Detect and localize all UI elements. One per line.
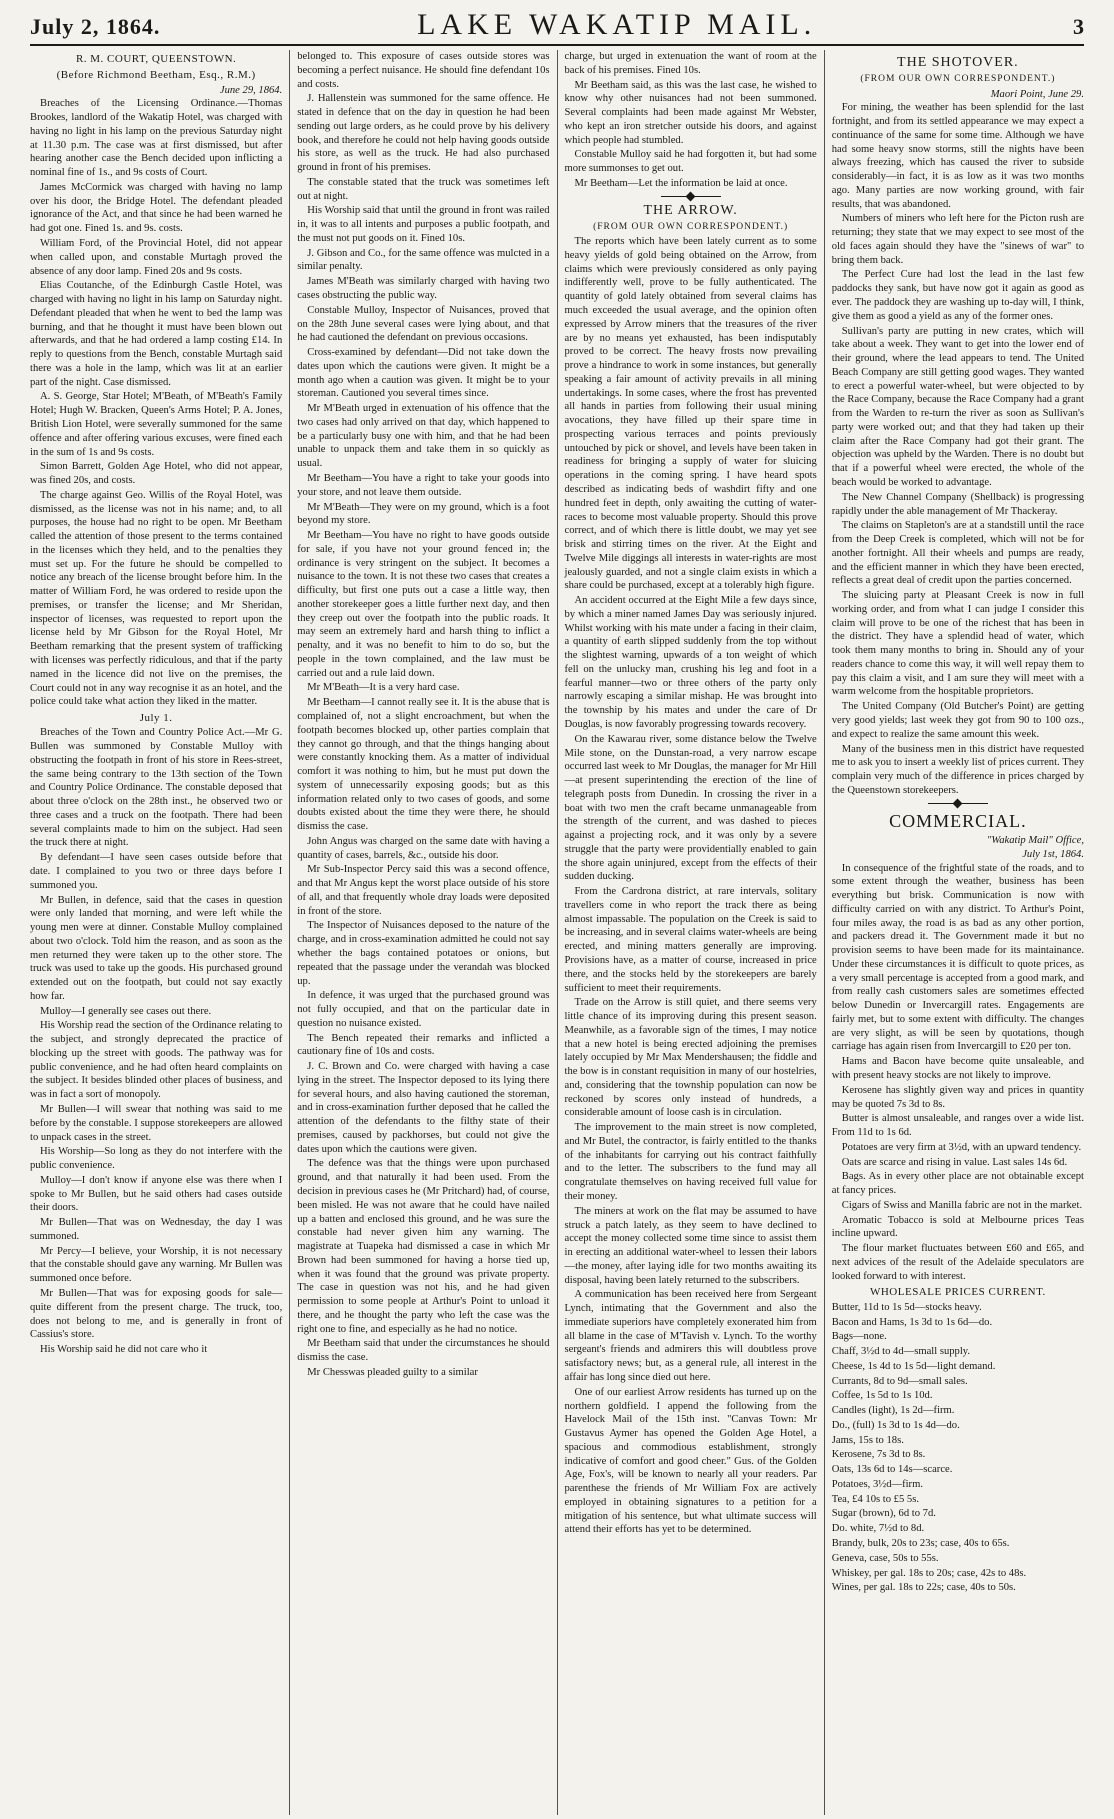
article-paragraph: The Inspector of Nuisances deposed to the nature of the charge, and in cross-examination admitted he could not say whether the bags contained potatoes or onions, but repeated that the passage under the verandah was blocked up. (297, 920, 550, 987)
article-paragraph: The charge against Geo. Willis of the Royal Hotel, was dismissed, as the license was not in his name; and, to all purposes, the house had no right to be open. Mr Beetham called the attention of those present to the terms contained in the licenses which they held, and to the penalties they must set up. For the future he should be compelled to notice any breach of the license brought before him. In the matter of William Ford, he was ordered to reside upon the premises, or transfer the license; and Mr Sheridan, inspector of licenses, was requested to report upon the license held by Mr Gibson for the Royal Hotel, Mr Beetham remarking that the present system of trafficking with licenses was perfectly ridiculous, and that if the party named in the licence did not live on the premises, the Court could not in any way recognise it as an hotel, and the police could take what action they liked in the matter. (30, 489, 283, 708)
article-paragraph: The constable stated that the truck was sometimes left out at night. (297, 176, 550, 202)
article-paragraph: Cigars of Swiss and Manilla fabric are not in the market. (841, 1199, 1083, 1211)
article-paragraph: Mr Bullen—I will swear that nothing was said to me before by the constable. I suppose storekeepers are allowed to unpack cases in the street. (30, 1104, 283, 1143)
price-item: Coffee, 1s 5d to 1s 10d. (831, 1390, 933, 1402)
article-paragraph: Simon Barrett, Golden Age Hotel, who did not appear, was fined 20s, and costs. (30, 461, 283, 487)
commercial-office: "Wakatip Mail" Office, (986, 834, 1084, 846)
article-paragraph: Numbers of miners who left here for the Picton rush are returning; they state that we may expect to see most of the old faces again should they have the "sinews of war" to bring them back. (831, 213, 1084, 266)
column-1 (30, 50, 290, 1815)
article-paragraph: The United Company (Old Butcher's Point) are getting very good yields; last week they got from 90 to 100 ozs., and expect to realize the same amount this week. (831, 701, 1084, 740)
article-paragraph: Mr M'Beath—It is a very hard case. (307, 682, 460, 694)
price-item: Chaff, 3½d to 4d—small supply. (831, 1346, 971, 1358)
commercial-date: July 1st, 1864. (1022, 848, 1084, 860)
article-paragraph: By defendant—I have seen cases outside before that date. I complained to you two or three days before I summoned you. (30, 852, 283, 891)
issue-date: July 2, 1864. (30, 14, 161, 39)
article-paragraph: Mr Sub-Inspector Percy said this was a second offence, and that Mr Angus kept the worst place outside of his store of all, and that frequently whole dray loads were deposited in front of the store. (297, 864, 550, 917)
article-paragraph: Hams and Bacon have become quite unsaleable, and with present heavy stocks are not likely to improve. (831, 1056, 1084, 1081)
article-paragraph: The claims on Stapleton's are at a standstill until the race from the Deep Creek is completed, which will not be for another fortnight. All their wheels and pumps are ready, and the efficient manner in which they have been erected, reflects a great deal of credit upon the parties concerned. (831, 520, 1084, 587)
price-item: Oats, 13s 6d to 14s—scarce. (831, 1464, 953, 1476)
article-paragraph: belonged to. This exposure of cases outside stores was becoming a perfect nuisance. He should fine defendant 10s and costs. (297, 51, 550, 90)
article-paragraph: The New Channel Company (Shellback) is progressing rapidly under the able management of Mr Thackeray. (831, 491, 1084, 517)
article-paragraph: His Worship said that until the ground in front was railed in, it was to all intents and purposes a public footpath, and the must not put goods on it. Fined 10s. (297, 205, 550, 244)
article-paragraph: A. S. George, Star Hotel; M'Beath, of M'Beath's Family Hotel; Hugh W. Bracken, Queen's Arms Hotel; P. A. Jones, British Lion Hotel, were severally summoned for the same offence and after offering various excuses, were fined each in the sum of 1s and 9s costs. (30, 391, 283, 458)
article-paragraph: J. Gibson and Co., for the same offence was mulcted in a similar penalty. (297, 247, 550, 273)
article-paragraph: Many of the business men in this district have requested me to ask you to insert a weekly list of prices current. They complain very much of the difference in prices charged by the Queenstown storekeepers. (831, 743, 1084, 796)
article-paragraph: Mr Beetham—I cannot really see it. It is the abuse that is complained of, not a slight encroachment, but when the footpath becomes blocked up, other parties complain that they cannot go through, and that the things hanging about were constantly knocking them. As a matter of individual comfort it was nothing to him, but he must put down the system of unnecessarily exposing goods; but as this information related only to two cases of goods, and some doubts existed about the time they were there, he should dismiss the case. (297, 697, 550, 833)
article-paragraph: Mr Beetham—Let the information be laid at once. (574, 177, 788, 189)
article-paragraph: Mr Chesswas pleaded guilty to a similar (307, 1366, 478, 1378)
article-paragraph: Mr Beetham—You have no right to have goods outside for sale, if you have not your ground fenced in; the ordinance is very stringent on the subject. It becomes a nuisance to the town. It is not these two cases that creates a difficulty, but first one puts out a case a little way, then another storekeeper goes a little further next day, and then they creep out over the footpath into the public roads. It may seem an extremely hard and harsh thing to inflict a penalty, and it was no benefit to him to do so, but the people in the town complained, and the law must be carried out and a rule laid down. (297, 530, 550, 679)
article-paragraph: The sluicing party at Pleasant Creek is now in full working order, and from what I can judge I consider this claim will prove to be one of the richest that has been in the district. They have a splendid head of water, which took them many months to bring in. Should any of your readers chance to come this way, it will well repay them to pay this claim a visit, and I am sure they will meet with a warm welcome from the hospitable proprietors. (831, 590, 1084, 698)
column-3 (558, 50, 825, 1815)
price-item: Cheese, 1s 4d to 1s 5d—light demand. (831, 1360, 996, 1372)
article-paragraph: James McCormick was charged with having no lamp over his door, the Bridge Hotel. The defendant pleaded ignorance of the Act, and that since he had been warned he had got one. Fined 1s. and 9s. costs. (30, 181, 283, 235)
article-paragraph: Mr Bullen—That was for exposing goods for sale—quite different from the present charge. The truck, too, does not belong to me, and is generally in front of Cassius's store. (30, 1287, 283, 1341)
article-paragraph: Mr Beetham said that under the circumstances he should dismiss the case. (297, 1338, 550, 1364)
prices-list (832, 1301, 1084, 1595)
article-paragraph: Breaches of the Licensing Ordinance.—Thomas Brookes, landlord of the Wakatip Hotel, was charged with having no light in his lamp on the previous Saturday night at 11.30 p.m. The case was at first dismissed, but after hearing another case the Bench decided upon inflicting a nominal fine of 1s., and 9s costs of Court. (30, 98, 283, 179)
article-paragraph: William Ford, of the Provincial Hotel, did not appear when called upon, and constable Murtagh proved the absence of any door lamp. Fined 20s and 9s costs. (30, 238, 283, 277)
shotover-dateline: Maori Point, June 29. (990, 88, 1084, 100)
article-paragraph: Oats are scarce and rising in value. Last sales 14s 6d. (841, 1156, 1068, 1168)
article-paragraph: In consequence of the frightful state of the roads, and to some extent through the weather, business has been everything but brisk. Communication is now with difficulty carried on with any district. To Arthur's Point, four miles away, the road is as bad as any other portion, and packers dread it. The Government made it but no provision seems to have been made for its maintainance. Under these circumstances it is difficult to quote prices, as a very small percentage is accepted from a good mark, and from really cash customers sales are sometimes effected below Dunedin or Invercargill rates. Engagements are fairly met, but to some extent with difficulty. The changes are very slight, as will be seen by quotations, though carriage has again risen from Invercargill to £20 per ton. (831, 862, 1084, 1053)
masthead (30, 8, 1084, 46)
article-paragraph: Mr Beetham said, as this was the last case, he wished to know why other nuisances had not been summoned. Several complaints had been made against Mr Webster, who kept an iron stretcher outside his doors, and against which people had stumbled. (564, 79, 817, 146)
article-paragraph: Mr Percy—I believe, your Worship, it is not necessary that the constable should gave any warning. Mr Bullen was summoned once before. (30, 1245, 283, 1285)
price-item: Bags—none. (831, 1331, 887, 1343)
article-paragraph: Mr Bullen—That was on Wednesday, the day I was summoned. (30, 1217, 283, 1242)
price-item: Kerosene, 7s 3d to 8s. (831, 1449, 926, 1461)
price-item: Sugar (brown), 6d to 7d. (831, 1508, 936, 1520)
article-paragraph: Kerosene has slightly given way and prices in quantity may be quoted 7s 3d to 8s. (831, 1084, 1084, 1110)
court-heading: R. M. COURT, QUEENSTOWN. (75, 53, 237, 65)
price-item: Jams, 15s to 18s. (831, 1434, 904, 1446)
arrow-subheading: (FROM OUR OWN CORRESPONDENT.) (593, 221, 789, 232)
article-paragraph: Trade on the Arrow is still quiet, and there seems very little chance of its improving during this present season. Meanwhile, as a favorable sign of the times, I may notice that a new hotel is being erected adjoining the premises lately occupied by Mr Max Mendershausen; the fiddle and the bow is in constant requisition in many of our hostelries, and, considering that the township population can now be reckoned by scores only instead of hundreds, a considerable amount of loose cash is in circulation. (564, 997, 817, 1119)
commercial-heading: COMMERCIAL. (889, 810, 1027, 831)
section-divider (928, 803, 988, 804)
price-item: Wines, per gal. 18s to 22s; case, 40s to 50s. (831, 1582, 1016, 1594)
price-item: Do., (full) 1s 3d to 1s 4d—do. (831, 1419, 960, 1431)
article-paragraph: Mr Bullen, in defence, said that the cases in question were only landed that morning, and were left while the young men were at dinner. Constable Mulloy complained about two o'clock. Told him the reason, and as soon as the men returned they were taken up to the other store. The truck was used to take up the goods. His purchased ground extended out on the footpath, but could not say exactly how far. (30, 894, 283, 1002)
price-item: Butter, 11d to 1s 5d—stocks heavy. (831, 1301, 982, 1313)
price-item: Candles (light), 1s 2d—firm. (831, 1405, 955, 1417)
article-paragraph: Breaches of the Town and Country Police Act.—Mr G. Bullen was summoned by Constable Mulloy with obstructing the footpath in front of his store in Rees-street, the same being contrary to the 13th section of the Town and Country Police Ordinance. The constable deposed that about three o'clock on the 28th inst., he observed two or three cases and a truck on the footpath. There had been several complaints made to him on the subject. Had seen the truck there at night. (30, 727, 283, 849)
page-number: 3 (1073, 14, 1084, 39)
price-item: Brandy, bulk, 20s to 23s; case, 40s to 65s. (831, 1538, 1010, 1550)
article-paragraph: Constable Mulloy said he had forgotten it, but had some more summonses to get out. (564, 149, 817, 175)
article-paragraph: His Worship—So long as they do not interfere with the public convenience. (30, 1146, 283, 1172)
section-divider (661, 196, 721, 197)
newspaper-title: LAKE WAKATIP MAIL. (417, 8, 817, 41)
article-paragraph: Mr M'Beath urged in extenuation of his offence that the two cases had only arrived on that day, which happened to be a particularly busy one with him, and that he had been unable to unpack them and take them in so quickly as usual. (297, 403, 550, 470)
column-4 (825, 50, 1084, 1815)
shotover-heading: THE SHOTOVER. (897, 55, 1019, 70)
article-paragraph: His Worship read the section of the Ordinance relating to the subject, and strongly deprecated the practice of blocking up the street with goods. The pathway was for public convenience, and he had often heard complaints on the subject. It besides blinded other places of business, and was in fact a sort of monopoly. (30, 1020, 283, 1101)
article-paragraph: John Angus was charged on the same date with having a quantity of cases, barrels, &c., outside his door. (297, 835, 550, 861)
court-body (30, 97, 282, 709)
court-subheading: (Before Richmond Beetham, Esq., R.M.) (56, 69, 256, 82)
columns (30, 50, 1084, 1815)
prices-heading: WHOLESALE PRICES CURRENT. (869, 1286, 1046, 1299)
price-item: Bacon and Hams, 1s 3d to 1s 6d—do. (831, 1316, 993, 1328)
article-paragraph: The improvement to the main street is now completed, and Mr Butel, the contractor, is fairly entitled to the thanks of the inhabitants for carrying out his contract faithfully and to the letter. The subscribers to the fund may all congratulate themselves on having received full value for their money. (564, 1122, 817, 1203)
article-paragraph: An accident occurred at the Eight Mile a few days since, by which a miner named James Day was seriously injured. Whilst working with his mate under a facing in their claim, a quantity of earth slipped suddenly from the top without the slightest warning, upwards of a ton weight of which fell on the unlucky man, crushing his leg and foot in a fearful manner—two or three others of the party only narrowly escaping a similar mishap. He was brought into the township by his mates and under the care of Dr Douglas, is now favorably progressing towards recovery. (564, 595, 817, 730)
article-paragraph: Mulloy—I don't know if anyone else was there when I spoke to Mr Bullen, but he said others had cases outside their doors. (30, 1174, 283, 1214)
article-paragraph: Constable Mulloy, Inspector of Nuisances, proved that on the 28th June several cases were lying about, and that he had cautioned the defendant on previous occasions. (297, 304, 550, 344)
court-dateline: June 29, 1864. (219, 84, 283, 96)
article-paragraph: Elias Coutanche, of the Edinburgh Castle Hotel, was charged with having no light in his lamp on Saturday night. Defendant pleaded that when he went to bed the lamp was burning, and that he thought it must have been blown out afterwards, and that he had ordered a lamp costing £14. In reply to questions from the Bench, constable Murtagh said there was a hole in the lamp, which was lit at an earlier part of the night. Case dismissed. (30, 280, 283, 388)
article-paragraph: One of our earliest Arrow residents has turned up on the northern goldfield. I append the following from the Havelock Mail of the 15th inst. "Canvas Town: Mr Gustavus Aymer has opened the Golden Age Hotel, a spacious and commodious establishment, strongly indicative of comfort and good cheer." Gus. of the Golden Age, Fox's, will be known to nearly all your readers. Par parenthese the friends of Mr William Fox are actively employed in obtaining signatures to a petition for a mitigation of his sentence, but what ultimate success will attend their efforts has yet to be determined. (564, 1386, 817, 1536)
article-paragraph: charge, but urged in extenuation the want of room at the back of his premises. Fined 10s. (564, 51, 817, 76)
article-paragraph: The Bench repeated their remarks and inflicted a cautionary fine of 10s and costs. (297, 1032, 550, 1058)
price-item: Currants, 8d to 9d—small sales. (831, 1375, 968, 1387)
article-paragraph: Mulloy—I generally see cases out there. (40, 1005, 212, 1017)
article-paragraph: Mr M'Beath—They were on my ground, which is a foot beyond my store. (297, 501, 550, 527)
price-item: Tea, £4 10s to £5 5s. (831, 1493, 919, 1505)
article-paragraph: Sullivan's party are putting in new crates, which will take about a week. They want to get into the lower end of their ground, where the lead appears to tend. The United Beach Company are still getting good wages. They wanted to erect a powerful water-wheel, but were objected to by the Race Company, because the Race Company had a grant from the Warden to re-turn the river as soon as Sullivan's party were worked out; and that they had taken up their claim after the Race Company had got their grant. The objection was upheld by the Warden. There is no doubt but that if a powerful wheel were erected, the whole of the beach would be worked to advantage. (831, 325, 1084, 488)
article-paragraph: Mr Beetham—You have a right to take your goods into your store, and not leave them outside. (297, 472, 550, 498)
article-paragraph: James M'Beath was similarly charged with having two cases obstructing the public way. (297, 276, 550, 302)
article-paragraph: The Perfect Cure had lost the lead in the last few paddocks they sank, but have now got it again as good as ever. The paddock they are washing up to-day will, I think, give them as good a yield as any of the former ones. (831, 269, 1084, 322)
article-paragraph: J. Hallenstein was summoned for the same offence. He stated in defence that on the day in question he had been sending out large orders, as he could prove by his delivery book, and therefore he could not help having goods outside his store, as well as the truck. He had also purchased ground in front of his premises. (297, 93, 550, 174)
article-paragraph: Bags. As in every other place are not obtainable except at fancy prices. (831, 1171, 1084, 1197)
arrow-heading: THE ARROW. (643, 202, 738, 218)
article-paragraph: From the Cardrona district, at rare intervals, solitary travellers come in who report the track there as being almost impassable. The population on the Creek is said to be increasing, and in several claims water-wheels are being erected, and mining matters generally are improving. Provisions have, as a matter of course, increased in price there, and the stocks held by the storekeepers are barely sufficient to meet their requirements. (564, 886, 817, 994)
article-paragraph: Potatoes are very firm at 3½d, with an upward tendency. (841, 1141, 1082, 1153)
article-paragraph: In defence, it was urged that the purchased ground was not fully occupied, and that on the particular date in question no nuisance existed. (297, 990, 550, 1029)
article-paragraph: A communication has been received here from Sergeant Lynch, intimating that the Government and also the immediate superiors have completely exonerated him from all blame in the case of M'Tavish v. Lynch. To the worthy sergeant's friends and admirers this will doubtless prove satisfactory news; but, as a general rule, all interest in the affair has long since died out here. (564, 1289, 817, 1383)
article-paragraph: Butter is almost unsaleable, and ranges over a wide list. From 11d to 1s 6d. (831, 1113, 1084, 1139)
price-item: Geneva, case, 50s to 55s. (831, 1552, 939, 1564)
price-item: Whiskey, per gal. 18s to 20s; case, 42s to 48s. (831, 1567, 1027, 1579)
price-item: Potatoes, 3½d—firm. (831, 1478, 923, 1490)
price-item: Do. white, 7½d to 8d. (831, 1523, 925, 1535)
court-dateline-2: July 1. (139, 712, 173, 725)
shotover-subheading: (FROM OUR OWN CORRESPONDENT.) (860, 74, 1056, 85)
article-paragraph: The flour market fluctuates between £60 and £65, and next advices of the result of the Adelaide speculators are looked forward to with interest. (831, 1243, 1084, 1282)
column-2 (290, 50, 557, 1815)
article-paragraph: The reports which have been lately current as to some heavy yields of gold being obtained on the Arrow, from claims which were previously considered as only paying indifferently well, prove to be fully authenticated. The quantity of gold lately obtained from several claims has much exceeded the usual average, and the opinion often expressed by Arrow miners that the treasures of the river are by no means yet exhausted, has been indisputably proved to be correct. The heavy frosts now prevailing prove a hindrance to work in some instances, but generally speaking a fair amount of activity prevails in all mining undertakings. In some cases, where the frost has prevented all hands in parties from following their usual mining avocations, they have filled up their spare time in prospecting various terraces and points previously untouched by pick or shovel, and levels have been taken in readiness for bringing a supply of water for sluicing operations in the coming spring. I have heard spots described as indicating beds of washdirt fifty and one hundred feet in depth, only awaiting the cutting of water-races to become most valuable property. Should this prove correct, and of which there is little doubt, we may yet see brisk and stirring times on the river. At the Eight and Twelve Mile diggings all interests in water-rights are most jealously guarded, and not a single claim exists in which a share could be purchased, except at a tolerably high figure. (564, 236, 817, 592)
article-paragraph: For mining, the weather has been splendid for the last fortnight, and from its settled appearance we may expect a continuance of the same for some time. Although we have had some heavy snow storms, still the nights have been always freezing, which has caused the river to subside considerably—in fact, it is as low as it was two months ago. Many parties are now working ground, with fair results, that was abandoned. (831, 102, 1084, 210)
article-paragraph: Cross-examined by defendant—Did not take down the dates upon which the cautions were given. It might be a month ago when a caution was given. It might be to your storeman. Cautioned you several times since. (297, 347, 550, 400)
article-paragraph: Aromatic Tobacco is sold at Melbourne prices Teas incline upward. (831, 1214, 1084, 1240)
article-paragraph: The defence was that the things were upon purchased ground, and that naturally it had been used. From the decision in previous cases he (Mr Pritchard) had, of course, been misled. He was not aware that he could have nailed up a batten and enclosed this ground, and he was sure the constable had never given him any warning. The magistrate at Tuapeka had dismissed a case in which Mr Brown had been summoned for having a horse tied up, when it was found that the ground was private property. The case in question was not his, and he had given permission to some people at Arthur's Point to unload it there, and he thought the party who left the case was the right one to fine, and especially as he had no notice. (297, 1158, 550, 1335)
article-paragraph: The miners at work on the flat may be assumed to have struck a patch lately, as they seem to have declined to accept the money collected some time since to assist them in erecting an additional water-wheel to lessen their labors—the money, after laying idle for two months awaiting its disposal, having been lately returned to the subscribers. (564, 1205, 817, 1286)
article-paragraph: On the Kawarau river, some distance below the Twelve Mile stone, on the Dunstan-road, a very narrow escape occurred last week to Mr Douglas, the manager for Mr Hill—at present superintending the erection of the line of telegraph posts from Dunedin. In crossing the river in a boat with two men the craft became unmanageable from the strength of the current, and was dashed to pieces against a projecting rock, and it was only by a severe struggle that the party were providentially enabled to gain the shore again uninjured, except from the effects of their sudden ducking. (564, 733, 817, 883)
article-paragraph: J. C. Brown and Co. were charged with having a case lying in the street. The Inspector deposed to its lying there for several hours, and also having cautioned the storeman, and in cross-examination further deposed that he called the attention of the defendants to the filthy state of their premises, caused by packhorses, but could not give the dates upon which the cautions were given. (297, 1061, 550, 1155)
court-body-2 (30, 726, 282, 1356)
article-paragraph: His Worship said he did not care who it (40, 1344, 208, 1356)
